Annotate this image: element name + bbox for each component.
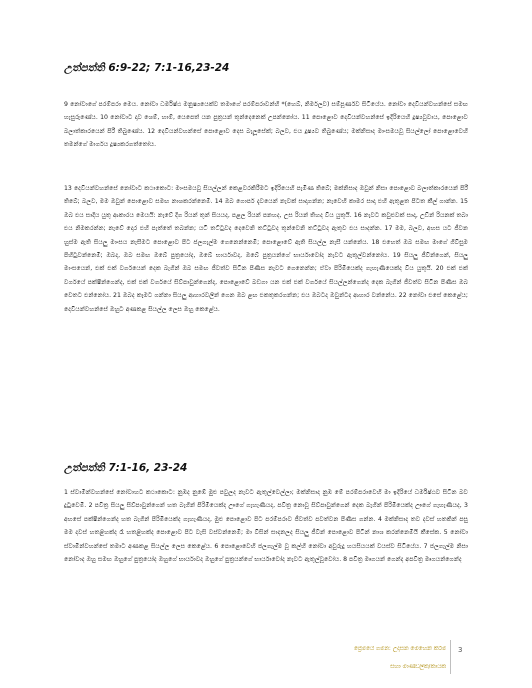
paragraph-genesis-6-13: 13 දෙවියන්වහන්සේ නෝවාට කථාකොට: මාංසමයවූ සියල්ලන් කෙළවරකිරීමට ඉදිරියෙහි පැමිණ තිබේ; මක්නිසාද ඔවුන් නිසා පොළොව බලාත්කාරයෙන් පිරී තිබේ; බලව, මම ඔවුන් පොළොව සමඟ නාශකරන්නෙමි. 14 ඔබ ගොපර් දැවයෙන් නැවක් සාදාගන්න; නැවෙහි කාමර සාදා එහි ඇතුළත පිටත කීල් ගාන්න. 15 ඔබ එය සාදිය යුතු ආකාරය මෙයයි: නැවේ දිග රියන් තුන් සියයද, පළල රියන් පනහද, උස රියන් තිහද විය යුතුයි. 16 නැවට කවුළුවක් සාදා, උඩින් රියනක් තබා එය නිමකරන්න; නැවේ දොර එහි පැත්තේ තබන්න; යටි තට්ටුවද දෙවෙනි තට්ටුවද තුන්වෙනි තට්ටුවද ඇතුව එය සාදන්න. 17 මම, බලව, අහස යට ජීවන හුස්ම ඇති සියලු මාංසය නැසීමට පොළොව පිට ජලගැල්ම ගෙනෙන්නෙමි; පොළොවේ ඇති සියල්ල නැසී යන්නේය. 18 එහෙත් ඔබ සමඟ මාගේ ගිවිසුම පිහිටුවන්නෙමි; ඔබද, ඔබ සමඟ ඔබේ පුත්‍රයෝද, ඔබේ භාර්යාවද, ඔබේ පුත්‍රයන්ගේ භාර්යාවෝද නැවට ඇතුල්වන්නෝය. 19 සියලු ජීවීන්ගෙන්, සියලු මාංසයෙන්, එක් එක් වර්ගයෙන් දෙක බැගින් ඔබ සමඟ ජීවත්ව සිටින පිණිස නැවට ගෙනෙන්න; ඒවා පිරිමියෙක්ද ගැහැණියෙක්ද විය යුතුයි. 20 එක් එක් වර්ගයේ පක්ෂීන්ගෙන්ද, එක් එක් වර්ගයේ සිව්පාවුන්ගෙන්ද, පොළොවේ බඩගා යන එක් එක් වර්ගයේ සියල්ලන්ගෙන්ද දෙක බැගින් ජීවත්ව සිටින පිණිස ඔබ වෙතට එන්නෝය. 21 ඔබද කෑමට ගන්නා සියලු ආහාරවලින් ගෙන ඔබ ළඟ එකතුකරගන්න; එය ඔබටද ඔවුන්ටද ආහාර වන්නේය. 22 නෝවා එසේ කෙළේය; දෙවියන්වහන්සේ ඔහුට අණකළ සියල්ල ලෙස ඔහු කෙළේය. [64, 185, 468, 313]
page-number: 3 [458, 646, 463, 654]
section-heading-genesis-6: උත්පත්ති 6:9-22; 7:1-16,23-24 [64, 62, 230, 74]
paragraph-genesis-7-1: 1 ස්වාමීන්වහන්සේ නෝවාහට කථාකොට: නුඹද නුඹේ මුළු පවුලද නැවට ඇතුල්වෙල්ලා; මක්නිසාද නුඹ මේ පරම්පරාවෙහි මා ඉදිරියේ ධර්මිෂ්ඨව සිටින බව දුටුවෙමි. 2 පවිත්‍ර සියලු සිව්පාවුන්ගෙන් හත බැගින් පිරිමියෙක්ද ඌගේ ගැහැණියද, පවිත්‍ර නොවූ සිව්පාවුන්ගෙන් දෙක බැගින් පිරිමියෙක්ද ඌගේ ගැහැණියද, 3 අහසේ පක්ෂීන්ගෙන්ද හත බැගින් පිරිමියෙක්ද ගැහැණියද, මුළු පොළොව පිට පරම්පරාව ජීවත්ව පවත්වන පිණිස ගන්න. 4 මක්නිසාද තව දවස් හතකින් පසු මම දවස් හතළිහක්ද රෑ හතළිහක්ද පොළොව පිට වැසි වස්වන්නෙමි; මා විසින් සාදනලද සියලු ජීවීන් පොළොව පිටින් නාශ කරන්නෙමියි කීසේක. 5 නෝවා ස්වාමීන්වහන්සේ තමාට අණකළ සියල්ල ලෙස කෙළේය. 6 පොළොවෙහි ජලගැල්ම වූ කල්හි නෝවා අවුරුදු හයසියයක් වයස්ව සිටියේය. 7 ජලගැල්ම නිසා නෝවාද ඔහු සමඟ ඔහුගේ පුත්‍රයෝද ඔහුගේ භාර්යාවද ඔහුගේ පුත්‍රයන්ගේ භාර්යාවෝද නැවට ඇතුල්වූවෝය. 8 පවිත්‍ර මෘගයන් ගෙන්ද අපවිත්‍ර මෘගයන්ගෙන්ද [64, 489, 468, 564]
footer-subtitle: සහා මාණ්ඩලික/කායක [390, 664, 446, 670]
paragraph-genesis-6-9: 9 නෝවාගේ පරම්පරා මෙය. නෝවා ධර්මිෂ්ඨ මනුෂ්‍යයෙක්ව තමාගේ පරම්පරාවන්හි *(හෙබ්, නිර්මලව) සම්පූර්ණව සිටියේය. නෝවා දෙවියන්වහන්සේ සමඟ හැසුරුණේය. 10 නෝවාට දාව ශෙම්, හාම්, යෙපෙත් යන පුත්‍රයන් තුන්දෙනෙක් උපන්නෝය. 11 පොළොව දෙවියන්වහන්සේ ඉදිරියෙහි දූෂ්‍යවූවාය, පොළොව බලාත්කාරයෙන් පිරී තිබුණේය. 12 දෙවියන්වහන්සේ පොළොව දෙස බැලූසේක්; බලව, එය දූෂ්‍යව තිබුණේය; මක්නිසාද මාංසමයවූ සියල්ලෝ පොළොවෙහි තමන්ගේ මාර්ගය දූෂ්‍යකරගත්තෝය. [64, 101, 468, 149]
footer-divider [450, 640, 451, 674]
footer-title: ප්‍රේමයේ ගමන: උදාසන මෙහෙනි කිරීම [353, 646, 446, 652]
section-heading-genesis-7: උත්පත්ති 7:1-16, 23-24 [64, 462, 188, 474]
